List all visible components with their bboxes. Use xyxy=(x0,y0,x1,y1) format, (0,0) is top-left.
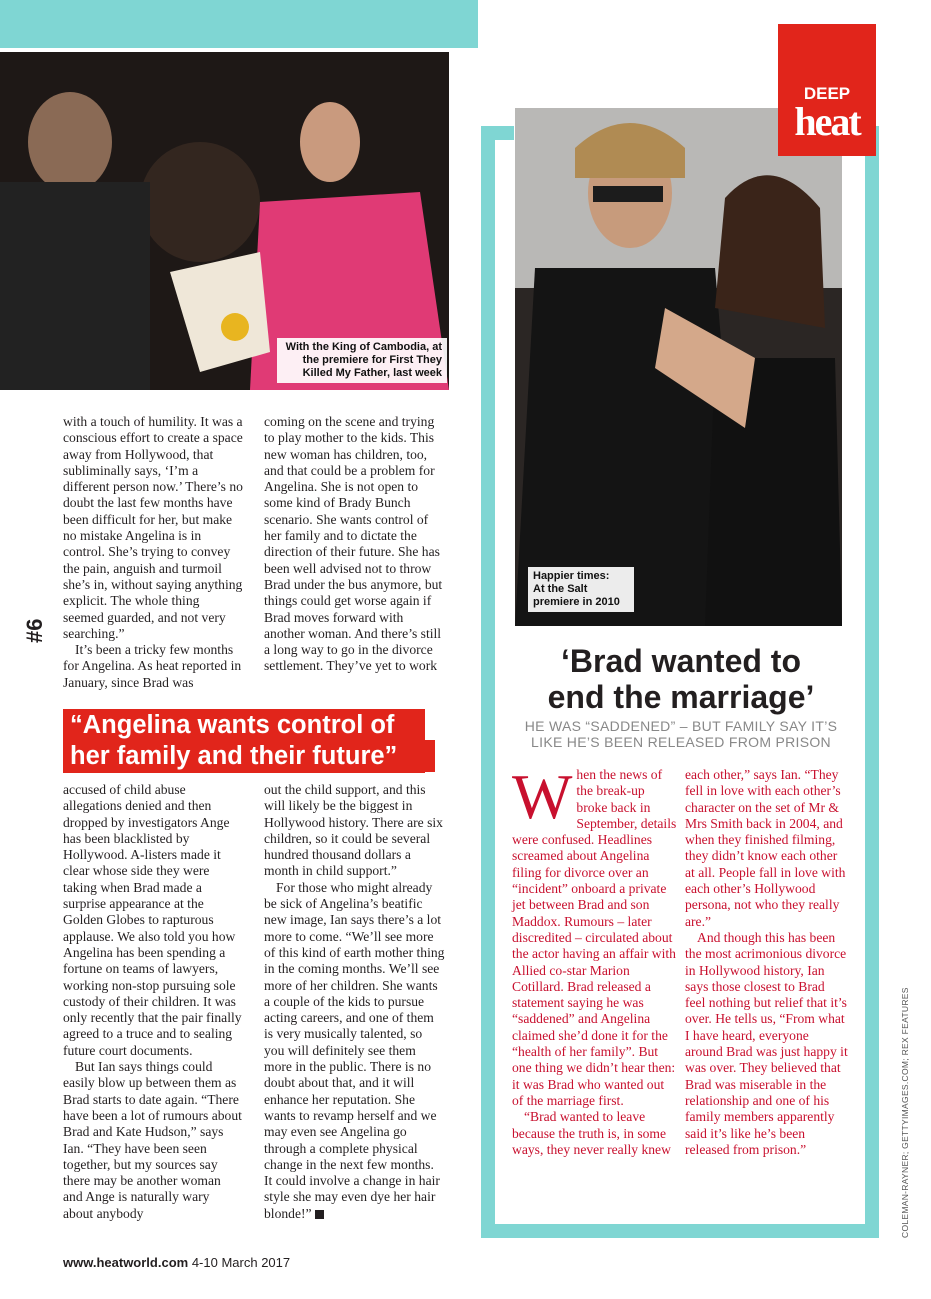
upper-left-col2 xyxy=(264,414,445,675)
pull-quote xyxy=(63,709,425,773)
right-story-col1 xyxy=(512,761,677,1158)
teal-frame-top-left xyxy=(481,126,514,140)
photo1-caption-line1: With the King of Cambodia, at xyxy=(285,341,442,353)
pull-quote-line1: “Angelina wants control of xyxy=(70,711,395,739)
lower-left-col2 xyxy=(264,782,445,1222)
end-mark xyxy=(315,1210,324,1219)
photo2-illustration xyxy=(515,108,842,626)
paragraph: It’s been a tricky few months for Angelina. As heat reported in January, since Brad was xyxy=(63,642,242,690)
photo2-caption-line2: At the Salt xyxy=(533,583,588,595)
photo2-caption-line3: premiere in 2010 xyxy=(533,596,620,608)
photo1-caption-line3: Killed My Father, last week xyxy=(302,367,442,379)
headline-line1: ‘Brad wanted to xyxy=(560,643,801,679)
paragraph: each other,” says Ian. “They fell in love with each other’s character on the set of Mr & Mrs Smith back in 2004, and when they finished filming, they didn’t know each other at all. People fall in love with each other’s Hollywood persona, not who they really are.” xyxy=(685,767,846,929)
photo-credit: COLEMAN-RAYNER; GETTYIMAGES.COM; REX FEATURES xyxy=(900,987,910,1238)
right-story-col2 xyxy=(685,767,848,1158)
paragraph: coming on the scene and trying to play mother to the kids. This new woman has children, too, and that could be a problem for Angelina. She is not open to some kind of Brady Bunch scenario. She wants control of her family and to dictate the direction of their future. She has been well advised not to throw Brad under the bus anymore, but things could get worse again if Brad moves forward with another woman. And there’s still a long way to go in the divorce settlement. They’ve yet to work xyxy=(264,414,443,674)
logo-heat-text: heat xyxy=(794,99,860,144)
photo2-caption-line1: Happier times: xyxy=(533,570,610,582)
paragraph: “Brad wanted to leave because the truth is, in some ways, they never really knew xyxy=(512,1109,671,1157)
photo2-caption xyxy=(528,567,634,612)
paragraph: For those who might already be sick of Angelina’s beatific new image, Ian says there’s a lot more to come. “We’ll see more of this kind of earth mother thing in the coming months. We’ll see more of her children. She wants a couple of the kids to pursue acting careers, and one of them is very musically talented, so you will definitely see them more in the public. There is no doubt about that, and it will enhance her reputation. She wants to revamp herself and we may even see Angelina go through a complete physical change in the next few months. It could involve a change in hair style she may even dye her hair blonde!” xyxy=(264,879,445,1221)
paragraph: accused of child abuse allegations denied and then dropped by investigators Ange has been blacklisted by Hollywood. A-listers made it clear whose side they were taking when Brad made a surprise appearance at the Golden Globes to rapturous applause. We also told you how Angelina has been spending a fortune on teams of lawyers, working non-stop pursuing sole custody of their children. It was only recently that the pair finally agreed to a truce and to sealing future court documents. xyxy=(63,782,242,1058)
paragraph: And though this has been the most acrimonious divorce in Hollywood history, Ian says those closest to Brad feel nothing but relief that it’s over. He tells us, “From what I have heard, everyone around Brad was just happy it was over. They believed that Brad was miserable in the relationship and one of his family members apparently said it’s like he’s been released from prison.” xyxy=(685,929,848,1157)
paragraph: with a touch of humility. It was a conscious effort to create a space away from Hollywood, that subliminally says, ‘I’m a different person now.’ There’s no doubt the last few months have been difficult for her, but make no mistake Angelina is in control. She’s trying to convey the pain, anguish and turmoil she’s in, without saying anything explicit. The whole thing seemed guarded, and not very searching.” xyxy=(63,414,243,641)
upper-left-col1 xyxy=(63,414,243,691)
story-headline xyxy=(500,643,862,715)
photo1-caption xyxy=(277,338,447,383)
drop-cap: W xyxy=(512,761,573,832)
footer-date: 4-10 March 2017 xyxy=(191,1255,291,1270)
logo-deep-text: DEEP xyxy=(803,84,851,103)
subheadline-line1: HE WAS “SADDENED” – BUT FAMILY SAY IT’S xyxy=(524,718,838,734)
deep-heat-logo xyxy=(778,24,876,156)
photo-salt-premiere xyxy=(515,108,842,626)
footer-url[interactable]: www.heatworld.com xyxy=(63,1255,189,1270)
page-number: #6 xyxy=(22,618,47,643)
headline-line2: end the marriage’ xyxy=(547,679,815,715)
footer xyxy=(63,1255,290,1270)
paragraph: But Ian says things could easily blow up between them as Brad starts to date again. “There have been a lot of rumours about Brad and Kate Hudson,” says Ian. “They have been seen together, but my sources say there may be another woman and Ange is naturally wary about anybody xyxy=(63,1059,242,1221)
photo1-caption-line2: the premiere for First They xyxy=(302,354,442,366)
lower-left-col1 xyxy=(63,782,243,1222)
teal-top-band xyxy=(0,0,478,48)
story-subheadline xyxy=(505,718,857,750)
paragraph: out the child support, and this will likely be the biggest in Hollywood history. There are six children, so it could be several hundred thousand dollars a month in child support.” xyxy=(264,782,443,879)
paragraph: hen the news of the break-up broke back in September, details were confused. Headlines screamed about Angelina filing for divorce over an “incident” onboard a private jet between Brad and son Maddox. Rumours – later discredited – circulated about the actor having an affair with Allied co-star Marion Cotillard. Brad released a statement saying he was “saddened” and Angelina claimed she’d done it for the “health of her family”. But one thing we didn’t hear then: it was Brad who wanted out of the marriage first. xyxy=(512,767,677,1108)
pull-quote-line2: her family and their future” xyxy=(70,742,398,770)
subheadline-line2: LIKE HE’S BEEN RELEASED FROM PRISON xyxy=(531,734,831,750)
